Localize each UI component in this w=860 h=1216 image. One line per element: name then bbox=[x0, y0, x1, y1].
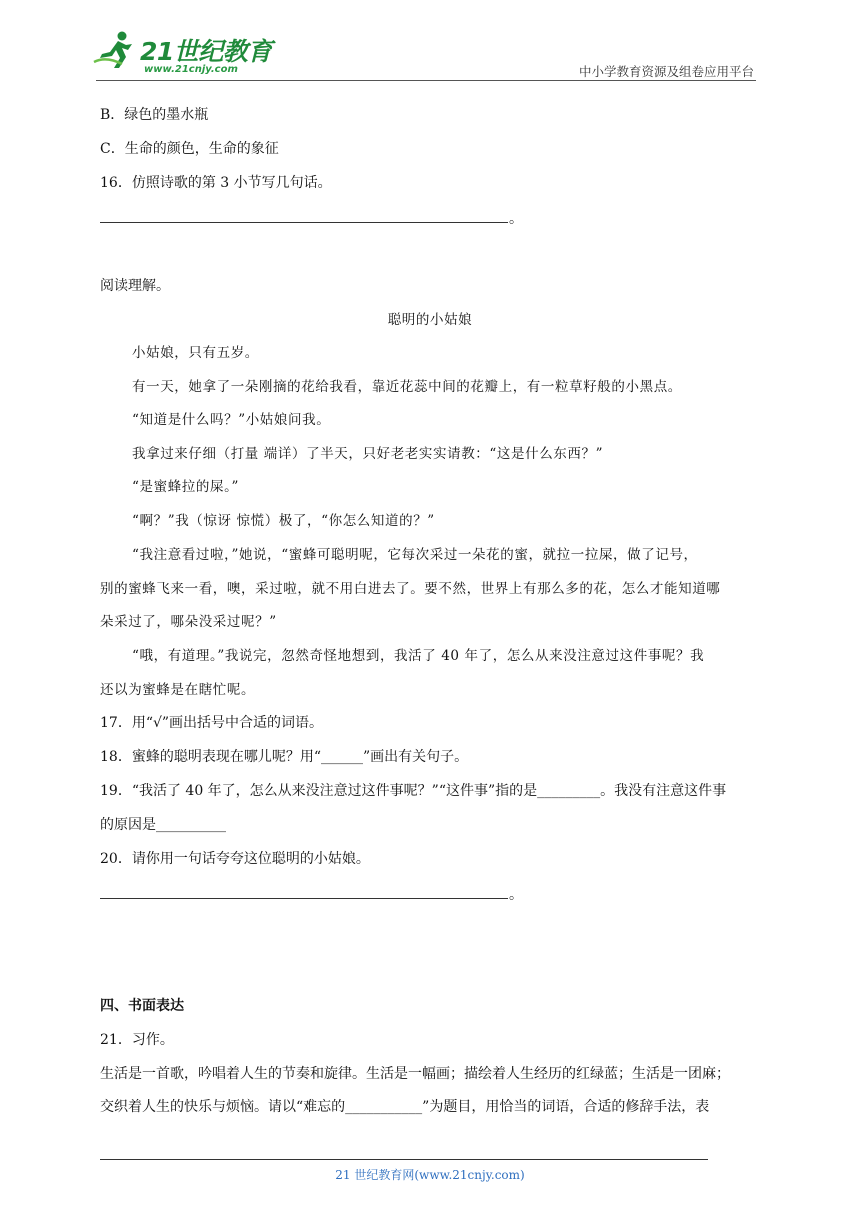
story-paragraph: “哦，有道理。”我说完，忽然奇怪地想到，我活了 40 年了，怎么从来没注意过这件事呢？我 bbox=[132, 648, 705, 664]
option-c: C．生命的颜色，生命的象征 bbox=[100, 141, 279, 157]
question-20: 20．请你用一句话夸夸这位聪明的小姑娘。 bbox=[100, 851, 370, 867]
logo bbox=[96, 36, 272, 78]
page-header bbox=[0, 0, 860, 80]
story-paragraph: “知道是什么吗？”小姑娘问我。 bbox=[132, 412, 331, 428]
footer-text[interactable]: 21 世纪教育网(www.21cnjy.com) bbox=[335, 1168, 525, 1182]
story-paragraph: 别的蜜蜂飞来一看，噢，采过啦，就不用白进去了。要不然，世界上有那么多的花，怎么才能知道哪 bbox=[100, 581, 721, 597]
question-18: 18．蜜蜂的聪明表现在哪儿呢？用“______”画出有关句子。 bbox=[100, 749, 469, 765]
story-paragraph: 我拿过来仔细（打量 端详）了半天，只好老老实实请教：“这是什么东西？” bbox=[132, 446, 604, 462]
question-17: 17．用“√”画出括号中合适的词语。 bbox=[100, 715, 324, 731]
answer-line-20[interactable] bbox=[100, 898, 508, 899]
writing-prompt-part-a: 交织着人生的快乐与烦恼。请以“难忘的 bbox=[100, 1099, 346, 1115]
writing-prompt-part-b: ”为题目，用恰当的词语，合适的修辞手法，表 bbox=[422, 1099, 710, 1115]
story-paragraph: “啊？”我（惊讶 惊慌）极了，“你怎么知道的？” bbox=[132, 513, 435, 529]
runner-logo-icon bbox=[92, 30, 138, 70]
option-b: B．绿色的墨水瓶 bbox=[100, 107, 209, 123]
story-paragraph: 有一天，她拿了一朵刚摘的花给我看，靠近花蕊中间的花瓣上，有一粒草籽般的小黑点。 bbox=[132, 379, 682, 395]
story-paragraph: 朵采过了，哪朵没采过呢？” bbox=[100, 614, 277, 630]
question-19-line-1: 19．“我活了 40 年了，怎么从来没注意过这件事呢？”“这件事”指的是_________。我没有注意这件事 bbox=[100, 783, 727, 799]
writing-title-blank[interactable]: ___________ bbox=[345, 1099, 423, 1115]
writing-prompt-line-1: 生活是一首歌，吟唱着人生的节奏和旋律。生活是一幅画；描绘着人生经历的红绿蓝；生活是一团麻； bbox=[100, 1066, 730, 1082]
reading-heading: 阅读理解。 bbox=[100, 278, 170, 294]
question-16: 16．仿照诗歌的第 3 小节写几句话。 bbox=[100, 175, 332, 191]
header-platform-text: 中小学教育资源及组卷应用平台 bbox=[578, 64, 754, 79]
question-21: 21．习作。 bbox=[100, 1032, 174, 1048]
story-paragraph: “是蜜蜂拉的屎。” bbox=[132, 479, 239, 495]
answer-16-period: 。 bbox=[509, 211, 523, 227]
answer-line-16[interactable] bbox=[100, 222, 508, 223]
header-divider bbox=[96, 80, 756, 81]
section-heading-writing: 四、书面表达 bbox=[100, 998, 184, 1014]
answer-20-period: 。 bbox=[509, 887, 523, 903]
story-paragraph: 小姑娘，只有五岁。 bbox=[132, 345, 259, 361]
writing-prompt-line-2 bbox=[100, 1098, 709, 1116]
logo-url: www.21cnjy.com bbox=[144, 64, 238, 75]
story-paragraph: 还以为蜜蜂是在瞎忙呢。 bbox=[100, 682, 256, 698]
footer-divider bbox=[100, 1159, 708, 1160]
question-19-line-2: 的原因是__________ bbox=[100, 817, 226, 833]
story-title: 聪明的小姑娘 bbox=[387, 312, 473, 328]
story-paragraph: “我注意看过啦，”她说，“蜜蜂可聪明呢，它每次采过一朵花的蜜，就拉一拉屎，做了记号， bbox=[132, 547, 698, 563]
logo-text: 21世纪教育 bbox=[140, 37, 272, 66]
